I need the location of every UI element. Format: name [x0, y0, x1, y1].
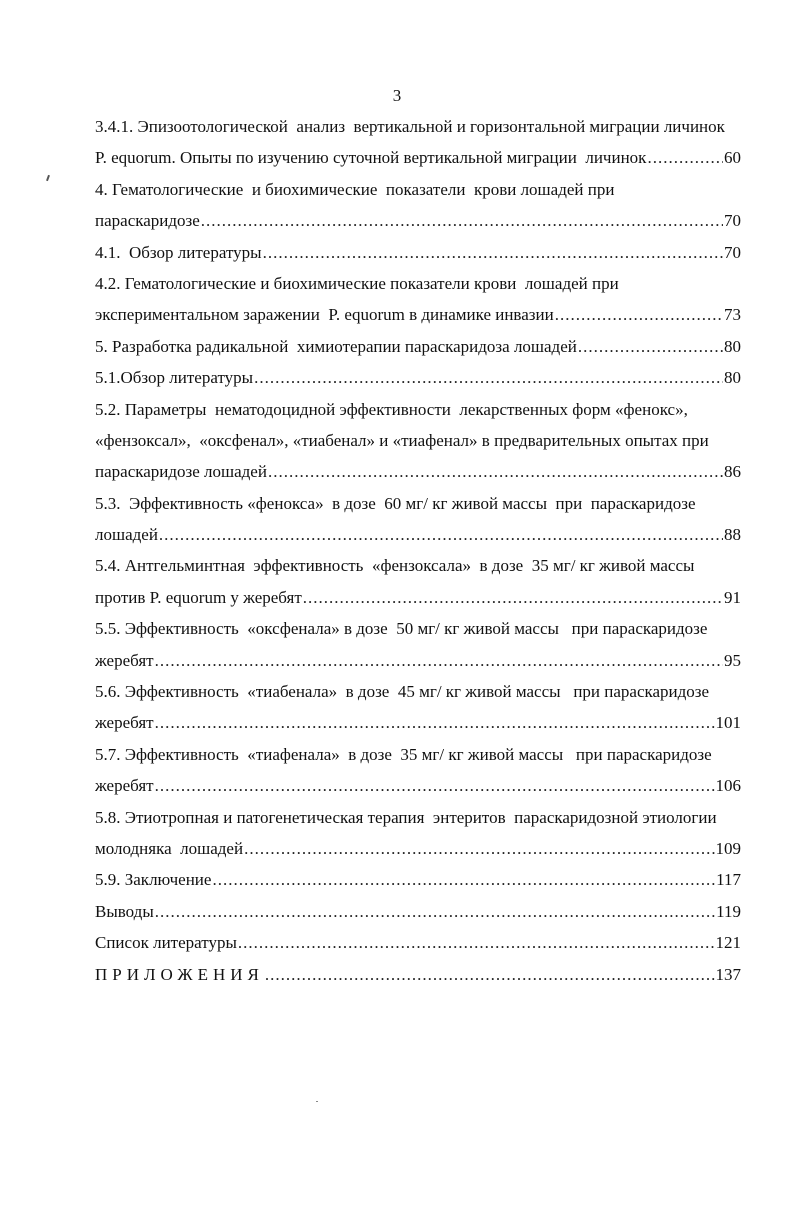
toc-leader-dots — [578, 331, 723, 362]
scan-speck — [316, 1101, 318, 1102]
toc-entry-text: Выводы — [95, 901, 154, 921]
toc-line — [95, 770, 741, 801]
toc-line — [95, 299, 741, 330]
toc-entry-text: 5.3. Эффективность «фенокса» в дозе 60 мг/ кг живой массы при параскаридозе — [95, 493, 696, 513]
toc-entry-text: 5.5. Эффективность «оксфенала» в дозе 50 мг/ кг живой массы при параскаридозе — [95, 619, 708, 639]
toc-leader-dots — [268, 456, 723, 487]
toc-leader-dots — [155, 896, 715, 927]
toc-leader-dots — [647, 142, 723, 173]
toc-leader-dots — [555, 299, 723, 330]
toc-line — [95, 331, 741, 362]
toc-leader-dots — [254, 362, 723, 393]
toc-line — [95, 394, 741, 425]
toc-page-number: 101 — [715, 713, 741, 733]
toc-line — [95, 237, 741, 268]
toc-page-number: 106 — [715, 776, 741, 796]
toc-entry-text: лошадей — [95, 525, 158, 545]
toc-entry-text: параскаридозе — [95, 211, 200, 231]
toc-page-number: 91 — [724, 587, 741, 607]
toc-line — [95, 519, 741, 550]
toc-entry-text: против P. equorum у жеребят — [95, 587, 302, 607]
toc-page-number: 137 — [715, 964, 741, 984]
toc-line — [95, 959, 741, 990]
toc-page-number: 70 — [724, 242, 741, 262]
toc-entry-text: жеребят — [95, 776, 154, 796]
toc-line — [95, 425, 741, 456]
toc-entry-text: 5.7. Эффективность «тиафенала» в дозе 35 мг/ кг живой массы при параскаридозе — [95, 744, 712, 764]
toc-line — [95, 456, 741, 487]
toc-leader-dots — [263, 237, 723, 268]
toc-page-number: 73 — [724, 305, 741, 325]
toc-entry-text: 3.4.1. Эпизоотологической анализ вертикальной и горизонтальной миграции личинок — [95, 117, 725, 136]
page-number: 3 — [392, 86, 402, 105]
toc-line — [95, 362, 741, 393]
toc-entry-text: молодняка лошадей — [95, 838, 244, 858]
toc-entry-text: P. equorum. Опыты по изучению суточной вертикальной миграции личинок — [95, 148, 647, 168]
toc-entry-text: жеребят — [95, 713, 154, 733]
toc-page-number: 70 — [724, 211, 741, 231]
toc-line — [95, 142, 741, 173]
toc-entry-text: 5.9. Заключение — [95, 870, 212, 890]
toc-leader-dots — [244, 833, 714, 864]
toc-entry-text: 4.2. Гематологические и биохимические показатели крови лошадей при — [95, 273, 619, 293]
toc-line — [95, 488, 741, 519]
toc-line — [95, 739, 741, 770]
toc-entry-text: 5.8. Этиотропная и патогенетическая терапия энтеритов параскаридозной этиологии — [95, 807, 717, 827]
toc-entry-text: ПРИЛОЖЕНИЯ — [95, 964, 264, 984]
toc-entry-text: 5.1.Обзор литературы — [95, 368, 254, 388]
toc-line — [95, 613, 741, 644]
margin-mark — [46, 175, 50, 181]
toc-entry-text: 5.6. Эффективность «тиабенала» в дозе 45 мг/ кг живой массы при параскаридозе — [95, 682, 710, 702]
toc-line — [95, 802, 741, 833]
toc-page-number: 95 — [724, 650, 741, 670]
toc-page-number: 117 — [716, 870, 741, 890]
table-of-contents — [95, 111, 741, 990]
toc-line — [95, 205, 741, 236]
toc-page-number: 80 — [724, 336, 741, 356]
toc-leader-dots — [265, 959, 715, 990]
toc-entry-text: 5.4. Антгельминтная эффективность «фензоксала» в дозе 35 мг/ кг живой массы — [95, 556, 695, 576]
toc-line — [95, 833, 741, 864]
toc-page-number: 86 — [724, 462, 741, 482]
toc-leader-dots — [159, 519, 723, 550]
toc-entry-text: 4. Гематологические и биохимические показатели крови лошадей при — [95, 179, 615, 199]
toc-entry-text: Список литературы — [95, 933, 237, 953]
toc-line — [95, 896, 741, 927]
toc-line — [95, 707, 741, 738]
toc-entry-text: 5. Разработка радикальной химиотерапии параскаридоза лошадей — [95, 336, 577, 356]
toc-leader-dots — [303, 582, 723, 613]
toc-line — [95, 582, 741, 613]
toc-page-number: 88 — [724, 525, 741, 545]
toc-entry-text: параскаридозе лошадей — [95, 462, 267, 482]
toc-page-number: 60 — [724, 148, 741, 168]
toc-line — [95, 111, 741, 142]
toc-entry-text: 4.1. Обзор литературы — [95, 242, 262, 262]
toc-leader-dots — [155, 770, 715, 801]
toc-line — [95, 268, 741, 299]
toc-leader-dots — [155, 645, 723, 676]
toc-leader-dots — [201, 205, 723, 236]
toc-page-number: 80 — [724, 368, 741, 388]
toc-page-number: 119 — [716, 901, 741, 921]
toc-page-number: 109 — [715, 838, 741, 858]
toc-line — [95, 550, 741, 581]
toc-line — [95, 864, 741, 895]
toc-leader-dots — [155, 707, 715, 738]
toc-entry-text: «фензоксал», «оксфенал», «тиабенал» и «тиафенал» в предварительных опытах при — [95, 430, 709, 450]
toc-line — [95, 174, 741, 205]
toc-entry-text: 5.2. Параметры нематодоцидной эффективности лекарственных форм «фенокс», — [95, 399, 688, 419]
toc-leader-dots — [238, 927, 715, 958]
toc-leader-dots — [212, 864, 715, 895]
toc-line — [95, 927, 741, 958]
toc-page-number: 121 — [715, 933, 741, 953]
toc-entry-text: жеребят — [95, 650, 154, 670]
toc-entry-text: экспериментальном заражении P. equorum в динамике инвазии — [95, 305, 554, 325]
toc-line — [95, 676, 741, 707]
toc-line — [95, 645, 741, 676]
